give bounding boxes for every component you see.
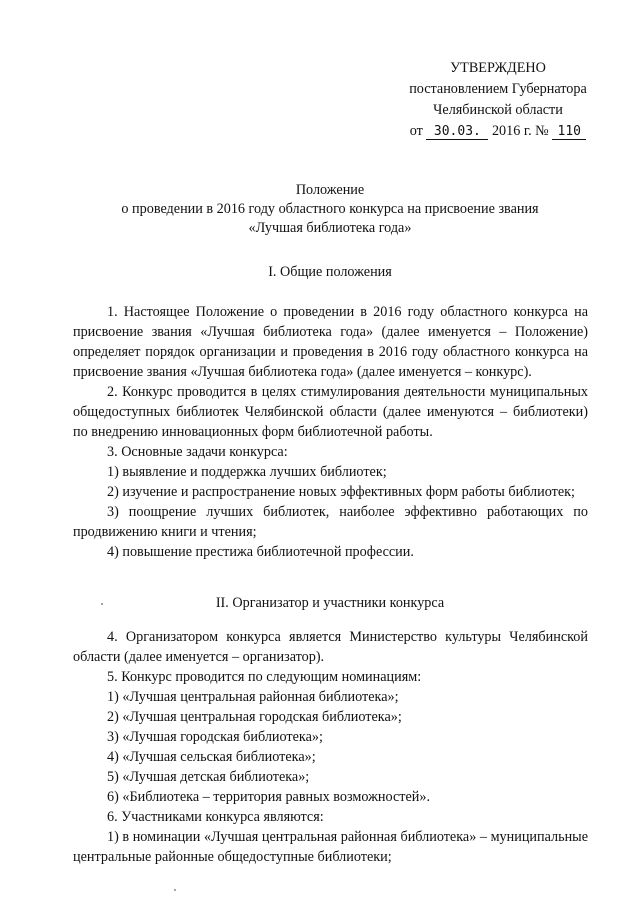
- from-label: от: [409, 123, 423, 139]
- handwritten-number: 110: [552, 124, 586, 140]
- list-item: 2) изучение и распространение новых эффективных форм работы библиотек;: [107, 484, 575, 500]
- section-1-heading: I. Общие положения: [268, 264, 392, 280]
- paragraph-5: 5. Конкурс проводится по следующим номинациям:: [107, 669, 422, 685]
- approval-date-line: [398, 121, 598, 142]
- paragraph-4: 4. Организатором конкурса является Министерство культуры Челябинской области (далее именуется – организатор).: [73, 629, 588, 665]
- document-title: [70, 181, 590, 238]
- scan-speck: [101, 603, 103, 605]
- list-item: 5) «Лучшая детская библиотека»;: [107, 769, 310, 785]
- title-line-2: о проведении в 2016 году областного конкурса на присвоение звания: [121, 201, 539, 217]
- list-item: 2) «Лучшая центральная городская библиотека»;: [107, 709, 402, 725]
- paragraph-2: 2. Конкурс проводится в целях стимулирования деятельности муниципальных общедоступных библиотек Челябинской области (далее именуются – библиотеки) по внедрению инновационных форм библиотечной работы.: [73, 384, 588, 440]
- list-item: 1) «Лучшая центральная районная библиотека»;: [107, 689, 399, 705]
- approval-line-2: Челябинской области: [433, 102, 563, 118]
- list-item: 3) «Лучшая городская библиотека»;: [107, 729, 323, 745]
- paragraph-3: 3. Основные задачи конкурса:: [107, 444, 288, 460]
- list-item: 1) выявление и поддержка лучших библиотек;: [107, 464, 387, 480]
- section-1-body: [73, 302, 588, 562]
- list-item: 1) в номинации «Лучшая центральная районная библиотека» – муниципальные центральные районные общедоступные библиотеки;: [73, 829, 588, 865]
- handwritten-date: 30.03.: [426, 124, 488, 140]
- list-item: 3) поощрение лучших библиотек, наиболее эффективно работающих по продвижению книги и чтения;: [73, 504, 588, 540]
- title-line-1: Положение: [295, 182, 365, 198]
- paragraph-6: 6. Участниками конкурса являются:: [107, 809, 324, 825]
- approval-stamp: [398, 58, 598, 142]
- paragraph-1: 1. Настоящее Положение о проведении в 2016 году областного конкурса на присвоение звания «Лучшая библиотека года» (далее именуется – Положение) определяет порядок организации и проведения в 2016 году областного конкурса на присвоение звания «Лучшая библиотека года» (далее именуется – конкурс).: [73, 304, 588, 380]
- year-label: 2016 г. №: [491, 123, 549, 139]
- list-item: 4) «Лучшая сельская библиотека»;: [107, 749, 316, 765]
- approved-label: УТВЕРЖДЕНО: [450, 60, 546, 76]
- section-2-body: [73, 627, 588, 867]
- approval-line-1: постановлением Губернатора: [409, 81, 587, 97]
- scan-speck: [174, 889, 176, 891]
- list-item: 4) повышение престижа библиотечной профессии.: [107, 544, 414, 560]
- section-2-heading: II. Организатор и участники конкурса: [215, 595, 445, 611]
- title-line-3: «Лучшая библиотека года»: [248, 220, 412, 236]
- list-item: 6) «Библиотека – территория равных возможностей».: [107, 789, 430, 805]
